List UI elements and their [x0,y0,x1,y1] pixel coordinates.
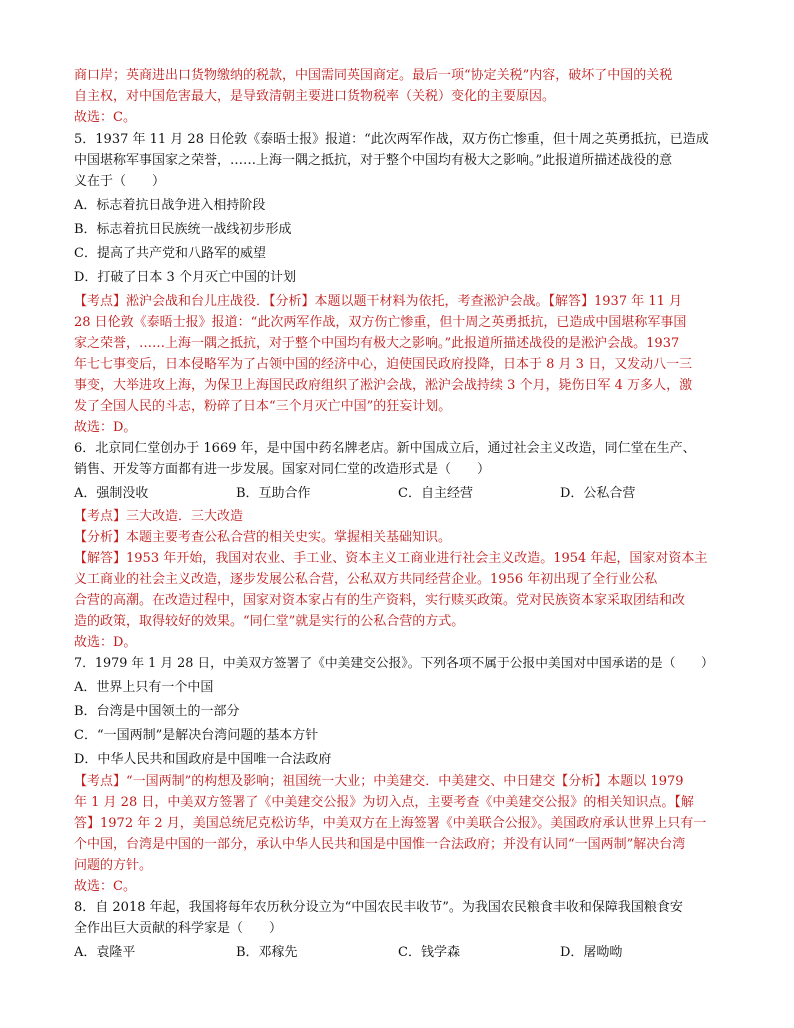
q6-option-b: B．互助合作 [236,486,311,501]
q7-answer: 故选：C。 [74,879,136,894]
q6-option-d: D．公私合营 [560,486,636,501]
q5-option-d: D．打破了日本 3 个月灭亡中国的计划 [74,270,296,285]
q6-options-row [74,484,724,504]
q6-explanation-line-1: 【解答】1953 年开始，我国对农业、手工业、资本主义工商业进行社会主义改造。1954 年起，国家对资本主 [74,551,708,566]
q5-explanation-line-4: 年七七事变后，日本侵略军为了占领中国的经济中心，迫使国民政府投降，日本于 8 月 3 日，又发动八一三 [74,357,693,372]
q6-fenxi: 【分析】本题主要考查公私合营的相关史实。掌握相关基础知识。 [74,530,452,545]
q5-explanation-line-5: 事变，大举进攻上海，为保卫上海国民政府组织了淞沪会战，淞沪会战持续 3 个月，毙伤日军 4 万多人，激 [74,378,693,393]
q5-option-a: A．标志着抗日战争进入相持阶段 [74,198,266,213]
q6-stem-line-2: 销售、开发等方面都有进一步发展。国家对同仁堂的改造形式是（ ） [74,462,491,477]
q8-option-b: B．邓稼先 [236,945,298,960]
q7-option-c: C．“一国两制”是解决台湾问题的基本方针 [74,728,319,743]
q6-option-c: C．自主经营 [398,486,473,501]
q4-answer: 故选：C。 [74,110,136,125]
q7-explanation-line-1: 【考点】“一国两制”的构想及影响；祖国统一大业；中美建交．中美建交、中日建交【分析】本题以 1979 [74,774,684,789]
q8-stem-line-1: 8．自 2018 年起，我国将每年农历秋分设立为“中国农民丰收节”。为我国农民粮食丰收和保障我国粮食安 [74,900,683,915]
q7-option-d: D．中华人民共和国政府是中国唯一合法政府 [74,752,332,767]
q5-explanation-line-3: 家之荣誉，……上海一隅之抵抗，对于整个中国均有极大之影响。”此报道所描述战役的是淞沪会战。1937 [74,336,680,351]
q7-option-a: A．世界上只有一个中国 [74,680,214,695]
q6-explanation-line-3: 合营的高潮。在改造过程中，国家对资本家占有的生产资料，实行赎买政策。党对民族资本家采取团结和改 [74,593,686,608]
q6-answer: 故选：D。 [74,635,137,650]
q4-explanation-line-1: 商口岸；英商进出口货物缴纳的税款，中国需同英国商定。最后一项“协定关税”内容，破坏了中国的关税 [74,68,673,83]
q6-explanation-line-4: 造的政策，取得较好的效果。“同仁堂”就是实行的公私合营的方式。 [74,614,465,629]
q8-option-c: C．钱学森 [398,945,460,960]
q5-option-b: B．标志着抗日民族统一战线初步形成 [74,222,292,237]
q5-explanation-line-1: 【考点】淞沪会战和台儿庄战役．【分析】本题以题干材料为依托，考查淞沪会战。【解答】1937 年 11 月 [74,294,683,309]
q5-explanation-line-6: 发了全国人民的斗志，粉碎了日本“三个月灭亡中国”的狂妄计划。 [74,399,452,414]
q8-options-row [74,943,724,963]
q6-explanation-line-2: 义工商业的社会主义改造，逐步发展公私合营，公私双方共同经营企业。1956 年初出现了全行业公私 [74,572,658,587]
q4-explanation-line-2: 自主权，对中国危害最大，是导致清朝主要进口货物税率（关税）变化的主要原因。 [74,89,556,104]
q5-stem-line-2: 中国堪称军事国家之荣誉，……上海一隅之抵抗，对于整个中国均有极大之影响。”此报道所描述战役的意 [74,153,673,168]
q8-option-a: A．袁隆平 [74,945,136,960]
q7-option-b: B．台湾是中国领土的一部分 [74,704,240,719]
q5-stem-line-1: 5．1937 年 11 月 28 日伦敦《泰晤士报》报道：“此次两军作战，双方伤亡惨重，但十周之英勇抵抗，已造成 [74,132,709,147]
q7-explanation-line-5: 问题的方针。 [74,858,153,873]
q5-stem-line-3: 义在于（ ） [74,174,166,189]
q5-explanation-line-2: 28 日伦敦《泰晤士报》报道：“此次两军作战，双方伤亡惨重，但十周之英勇抵抗，已造成中国堪称军事国 [74,315,687,330]
q6-option-a: A．强制没收 [74,486,149,501]
q6-kaodian: 【考点】三大改造．三大改造 [74,509,244,524]
q8-option-d: D．屠呦呦 [560,945,623,960]
q7-explanation-line-2: 年 1 月 28 日，中美双方签署了《中美建交公报》为切入点，主要考查《中美建交公报》的相关知识点。【解 [74,795,694,810]
q8-stem-line-2: 全作出巨大贡献的科学家是（ ） [74,921,283,936]
q7-stem-line-1: 7．1979 年 1 月 28 日，中美双方签署了《中美建交公报》。下列各项不属于公报中美国对中国承诺的是（ ） [74,656,714,671]
q5-answer: 故选：D。 [74,420,137,435]
q7-explanation-line-3: 答】1972 年 2 月，美国总统尼克松访华，中美双方在上海签署《中美联合公报》。美国政府承认世界上只有一 [74,816,707,831]
q5-option-c: C．提高了共产党和八路军的威望 [74,246,266,261]
q7-explanation-line-4: 个中国，台湾是中国的一部分，承认中华人民共和国是中国惟一合法政府；并没有认同“一国两制”解决台湾 [74,837,686,852]
q6-stem-line-1: 6．北京同仁堂创办于 1669 年，是中国中药名牌老店。新中国成立后，通过社会主义改造，同仁堂在生产、 [74,441,696,456]
